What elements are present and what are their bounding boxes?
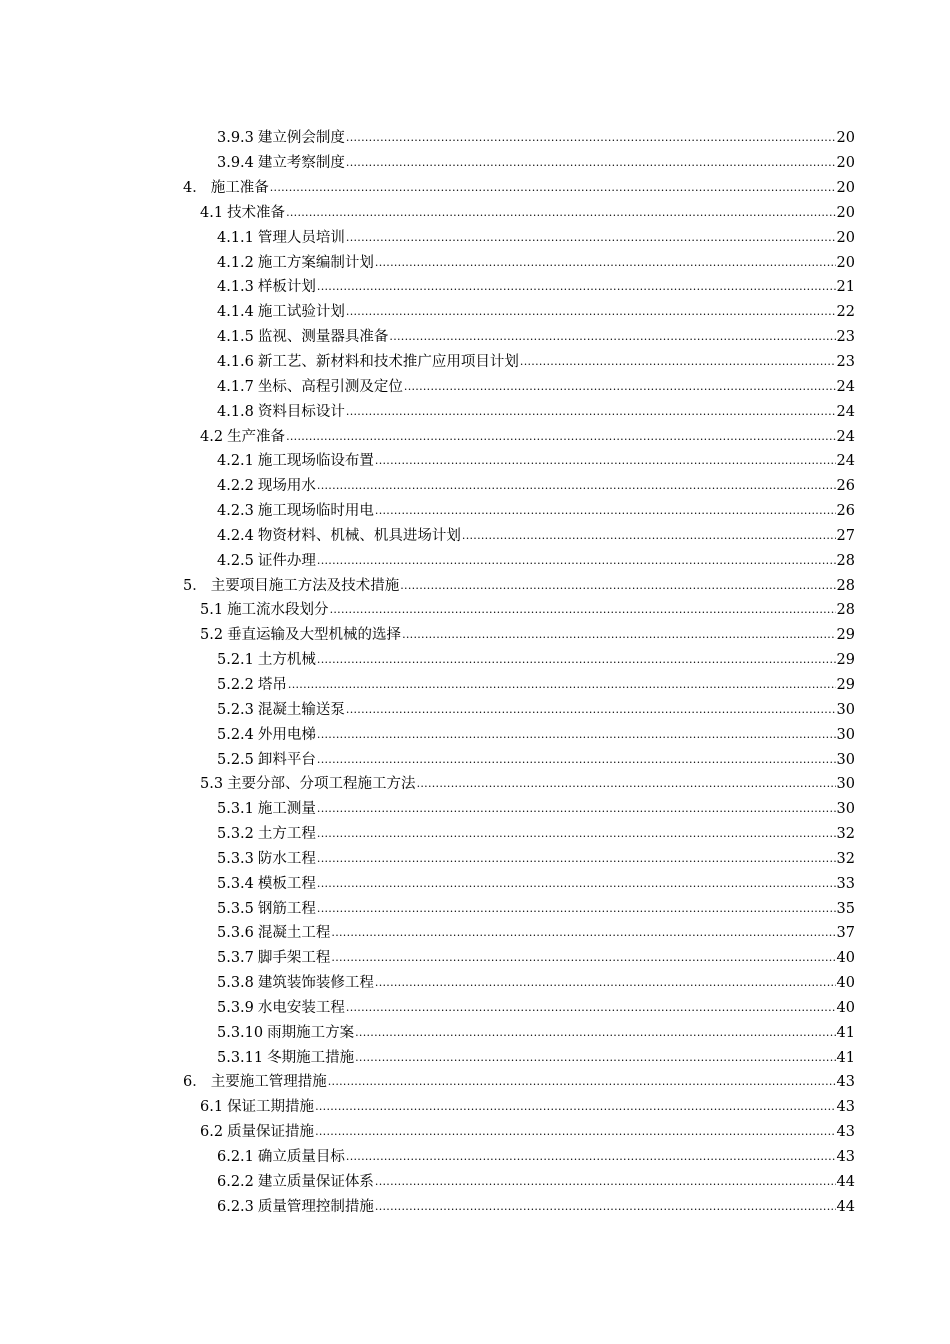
toc-entry-title: 施工现场临时用电 [257,503,374,520]
toc-entry-level-2[interactable] [0,424,950,449]
toc-entry-number: 4． [183,180,207,197]
toc-dot-leader [331,951,835,968]
toc-entry-title: 技术准备 [227,204,286,221]
toc-entry-page-number: 30 [836,776,855,793]
toc-entry-page-number: 22 [836,304,855,321]
toc-entry-line [217,476,855,496]
toc-entry-level-3[interactable] [0,1194,950,1219]
toc-dot-leader [346,703,836,720]
toc-entry-line [200,600,855,620]
toc-entry-page-number: 21 [836,279,855,296]
toc-dot-leader [346,1001,836,1018]
toc-entry-level-1[interactable] [0,176,950,201]
toc-entry-number: 5.3.2 [217,826,254,843]
toc-dot-leader [520,355,836,372]
toc-entry-line [217,700,855,720]
toc-entry-page-number: 30 [836,801,855,818]
toc-dot-leader [402,628,835,645]
toc-entry-level-3[interactable] [0,449,950,474]
toc-entry-page-number: 29 [836,652,855,669]
toc-entry-title: 模板工程 [257,875,316,892]
toc-entry-number: 5.3.6 [217,925,254,942]
toc-entry-page-number: 41 [836,1049,855,1066]
toc-entry-number: 6.2.3 [217,1198,254,1215]
toc-entry-number: 4.1 [200,204,224,221]
toc-entry-number: 4.2.5 [217,552,254,569]
toc-dot-leader [355,1026,835,1043]
toc-entry-page-number: 23 [836,329,855,346]
toc-entry-line [217,128,855,148]
toc-entry-line [217,1172,855,1192]
toc-entry-line [183,178,855,198]
toc-entry-number: 5.1 [200,602,224,619]
toc-entry-line [217,451,855,471]
toc-entry-line [200,1097,855,1117]
toc-dot-leader [317,728,836,745]
toc-dot-leader [330,603,836,620]
toc-entry-title: 生产准备 [227,428,286,445]
toc-entry-level-3[interactable] [0,126,950,151]
toc-dot-leader [317,653,836,670]
toc-entry-title: 施工现场临设布置 [257,453,374,470]
toc-entry-level-3[interactable] [0,797,950,822]
toc-entry-level-3[interactable] [0,921,950,946]
toc-entry-number: 3.9.3 [217,130,254,147]
toc-entry-line [217,1197,855,1217]
toc-dot-leader [317,877,836,894]
toc-dot-leader [400,579,835,596]
toc-entry-page-number: 43 [836,1074,855,1091]
toc-entry-title: 物资材料、机械、机具进场计划 [257,527,461,544]
toc-dot-leader [355,1051,835,1068]
toc-entry-title: 证件办理 [257,552,316,569]
toc-entry-page-number: 24 [836,403,855,420]
toc-entry-title: 质量管理控制措施 [257,1198,374,1215]
toc-entry-number: 6.2 [200,1124,224,1141]
toc-entry-number: 4.1.3 [217,279,254,296]
toc-entry-level-3[interactable] [0,747,950,772]
toc-entry-title: 外用电梯 [257,726,316,743]
toc-entry-title: 资料目标设计 [257,403,345,420]
toc-entry-line [183,576,855,596]
toc-entry-number: 4.1.4 [217,304,254,321]
toc-entry-title: 雨期施工方案 [267,1024,355,1041]
toc-entry-level-1[interactable] [0,1070,950,1095]
toc-entry-title: 建立考察制度 [257,155,345,172]
toc-entry-page-number: 20 [836,229,855,246]
toc-dot-leader [375,454,836,471]
toc-entry-line [217,650,855,670]
toc-entry-page-number: 26 [836,478,855,495]
toc-dot-leader [286,430,835,447]
toc-dot-leader [317,753,836,770]
toc-entry-level-3[interactable] [0,1020,950,1045]
toc-entry-line [183,1072,855,1092]
toc-dot-leader [375,504,836,521]
toc-entry-title: 土方工程 [257,826,316,843]
toc-entry-page-number: 28 [836,552,855,569]
toc-entry-title: 施工流水段划分 [227,602,329,619]
toc-dot-leader [317,479,836,496]
toc-entry-title: 水电安装工程 [257,999,345,1016]
toc-entry-line [217,327,855,347]
toc-entry-level-3[interactable] [0,697,950,722]
toc-entry-line [217,923,855,943]
toc-entry-level-3[interactable] [0,225,950,250]
toc-entry-number: 6.2.2 [217,1173,254,1190]
toc-entry-line [217,799,855,819]
toc-entry-number: 4.1.2 [217,254,254,271]
toc-dot-leader [328,1075,836,1092]
toc-entry-title: 施工试验计划 [257,304,345,321]
toc-entry-line [217,849,855,869]
toc-entry-page-number: 44 [836,1198,855,1215]
toc-entry-page-number: 20 [836,180,855,197]
toc-entry-number: 5.3.7 [217,950,254,967]
toc-entry-page-number: 24 [836,453,855,470]
toc-entry-page-number: 27 [836,527,855,544]
toc-entry-level-2[interactable] [0,598,950,623]
toc-entry-level-3[interactable] [0,151,950,176]
toc-entry-number: 6． [183,1074,207,1091]
toc-entry-title: 新工艺、新材料和技术推广应用项目计划 [257,354,519,371]
toc-entry-level-3[interactable] [0,350,950,375]
toc-entry-title: 建立例会制度 [257,130,345,147]
toc-entry-level-3[interactable] [0,822,950,847]
table-of-contents [0,126,950,1219]
toc-entry-level-3[interactable] [0,971,950,996]
toc-entry-page-number: 26 [836,503,855,520]
toc-entry-level-3[interactable] [0,300,950,325]
toc-entry-page-number: 43 [836,1124,855,1141]
toc-dot-leader [317,802,836,819]
toc-dot-leader [417,777,836,794]
toc-entry-level-2[interactable] [0,201,950,226]
toc-entry-level-2[interactable] [0,1120,950,1145]
toc-entry-line [217,750,855,770]
toc-entry-title: 建立质量保证体系 [257,1173,374,1190]
toc-entry-line [217,402,855,422]
toc-entry-page-number: 30 [836,726,855,743]
toc-entry-title: 主要施工管理措施 [210,1074,327,1091]
toc-entry-page-number: 37 [836,925,855,942]
toc-entry-line [200,203,855,223]
toc-entry-line [217,874,855,894]
toc-entry-page-number: 30 [836,701,855,718]
toc-entry-line [217,377,855,397]
toc-dot-leader [317,852,836,869]
toc-entry-page-number: 29 [836,676,855,693]
toc-entry-title: 卸料平台 [257,751,316,768]
toc-entry-page-number: 33 [836,875,855,892]
toc-entry-level-1[interactable] [0,573,950,598]
toc-entry-number: 5.3 [200,776,224,793]
toc-entry-title: 冬期施工措施 [267,1049,355,1066]
toc-entry-title: 质量保证措施 [227,1124,315,1141]
toc-entry-title: 确立质量目标 [257,1149,345,1166]
toc-entry-number: 4.2.2 [217,478,254,495]
toc-entry-number: 5.3.1 [217,801,254,818]
toc-entry-number: 4.2.1 [217,453,254,470]
toc-entry-page-number: 28 [836,577,855,594]
toc-dot-leader [317,280,836,297]
toc-entry-line [200,625,855,645]
toc-entry-title: 坐标、高程引测及定位 [257,378,403,395]
toc-entry-page-number: 44 [836,1173,855,1190]
toc-entry-number: 5.3.10 [217,1024,264,1041]
toc-entry-title: 主要项目施工方法及技术措施 [210,577,400,594]
toc-entry-level-3[interactable] [0,648,950,673]
toc-entry-level-3[interactable] [0,1169,950,1194]
toc-entry-level-3[interactable] [0,673,950,698]
toc-entry-page-number: 32 [836,826,855,843]
toc-entry-line [217,675,855,695]
toc-entry-level-2[interactable] [0,623,950,648]
toc-entry-page-number: 35 [836,900,855,917]
toc-entry-number: 5.3.9 [217,999,254,1016]
toc-entry-number: 5.3.8 [217,975,254,992]
toc-entry-page-number: 43 [836,1149,855,1166]
toc-entry-level-3[interactable] [0,871,950,896]
toc-dot-leader [286,206,835,223]
toc-entry-number: 6.1 [200,1099,224,1116]
toc-entry-title: 保证工期措施 [227,1099,315,1116]
toc-entry-line [217,1023,855,1043]
toc-entry-title: 管理人员培训 [257,229,345,246]
toc-entry-number: 4.1.7 [217,378,254,395]
toc-entry-page-number: 32 [836,850,855,867]
toc-dot-leader [270,181,836,198]
toc-entry-line [217,352,855,372]
toc-entry-title: 土方机械 [257,652,316,669]
toc-entry-level-2[interactable] [0,1095,950,1120]
toc-entry-level-3[interactable] [0,499,950,524]
toc-entry-number: 6.2.1 [217,1149,254,1166]
toc-entry-page-number: 23 [836,354,855,371]
toc-entry-page-number: 41 [836,1024,855,1041]
toc-dot-leader [375,256,836,273]
toc-entry-number: 5.2.1 [217,652,254,669]
toc-entry-title: 脚手架工程 [257,950,331,967]
toc-dot-leader [346,156,836,173]
toc-entry-title: 施工方案编制计划 [257,254,374,271]
toc-entry-number: 5.3.3 [217,850,254,867]
toc-dot-leader [375,1175,836,1192]
toc-entry-level-3[interactable] [0,399,950,424]
toc-entry-number: 4.2.3 [217,503,254,520]
toc-entry-title: 样板计划 [257,279,316,296]
toc-entry-page-number: 24 [836,428,855,445]
toc-entry-line [200,1122,855,1142]
toc-entry-level-3[interactable] [0,1145,950,1170]
toc-entry-line [217,824,855,844]
toc-entry-level-3[interactable] [0,946,950,971]
toc-entry-number: 4.2 [200,428,224,445]
toc-entry-number: 4.1.6 [217,354,254,371]
toc-entry-number: 5.2 [200,627,224,644]
toc-entry-title: 主要分部、分项工程施工方法 [227,776,416,793]
toc-dot-leader [346,231,836,248]
toc-dot-leader [315,1100,835,1117]
toc-entry-number: 5.3.5 [217,900,254,917]
toc-entry-title: 防水工程 [257,850,316,867]
toc-entry-level-3[interactable] [0,474,950,499]
toc-entry-page-number: 24 [836,378,855,395]
toc-dot-leader [317,554,836,571]
toc-entry-line [217,948,855,968]
toc-entry-level-3[interactable] [0,275,950,300]
toc-dot-leader [375,1200,836,1217]
toc-entry-line [200,427,855,447]
toc-entry-number: 4.1.5 [217,329,254,346]
toc-entry-title: 垂直运输及大型机械的选择 [227,627,402,644]
toc-entry-level-3[interactable] [0,374,950,399]
toc-entry-page-number: 40 [836,999,855,1016]
toc-dot-leader [462,529,836,546]
toc-entry-line [217,899,855,919]
toc-entry-title: 钢筋工程 [257,900,316,917]
toc-entry-number: 5.3.4 [217,875,254,892]
toc-entry-line [217,973,855,993]
toc-entry-level-3[interactable] [0,722,950,747]
toc-entry-level-3[interactable] [0,250,950,275]
toc-entry-page-number: 20 [836,254,855,271]
toc-entry-level-2[interactable] [0,772,950,797]
toc-entry-line [217,228,855,248]
toc-entry-line [217,1048,855,1068]
toc-entry-title: 塔吊 [257,676,287,693]
toc-dot-leader [389,330,835,347]
toc-entry-level-3[interactable] [0,996,950,1021]
toc-entry-number: 4.2.4 [217,527,254,544]
toc-entry-line [217,725,855,745]
toc-dot-leader [315,1125,835,1142]
toc-entry-line [217,253,855,273]
toc-entry-number: 5.2.3 [217,701,254,718]
toc-entry-page-number: 30 [836,751,855,768]
toc-entry-line [217,277,855,297]
toc-entry-number: 5． [183,577,207,594]
toc-entry-number: 4.1.8 [217,403,254,420]
toc-entry-title: 建筑装饰装修工程 [257,975,374,992]
toc-entry-number: 5.2.2 [217,676,254,693]
toc-dot-leader [346,1150,836,1167]
toc-dot-leader [317,902,836,919]
toc-entry-title: 施工准备 [210,180,269,197]
toc-entry-page-number: 29 [836,627,855,644]
toc-dot-leader [346,405,836,422]
toc-entry-number: 5.2.4 [217,726,254,743]
toc-entry-title: 现场用水 [257,478,316,495]
toc-entry-line [217,1147,855,1167]
toc-entry-line [217,501,855,521]
toc-entry-level-3[interactable] [0,325,950,350]
toc-entry-level-3[interactable] [0,1045,950,1070]
toc-entry-page-number: 20 [836,155,855,172]
toc-dot-leader [317,827,836,844]
toc-dot-leader [346,131,836,148]
toc-entry-page-number: 20 [836,130,855,147]
toc-entry-number: 4.1.1 [217,229,254,246]
toc-entry-page-number: 43 [836,1099,855,1116]
toc-entry-line [217,998,855,1018]
toc-entry-level-3[interactable] [0,846,950,871]
toc-entry-title: 监视、测量器具准备 [257,329,389,346]
toc-entry-title: 混凝土工程 [257,925,331,942]
toc-entry-line [217,153,855,173]
toc-entry-level-3[interactable] [0,548,950,573]
toc-entry-number: 5.3.11 [217,1049,264,1066]
toc-entry-page-number: 20 [836,204,855,221]
toc-entry-number: 3.9.4 [217,155,254,172]
toc-entry-line [200,774,855,794]
toc-entry-level-3[interactable] [0,896,950,921]
toc-entry-line [217,526,855,546]
toc-entry-number: 5.2.5 [217,751,254,768]
toc-entry-page-number: 40 [836,950,855,967]
toc-entry-line [217,551,855,571]
toc-dot-leader [331,926,835,943]
toc-dot-leader [404,380,836,397]
toc-entry-title: 混凝土输送泵 [257,701,345,718]
toc-entry-page-number: 40 [836,975,855,992]
toc-entry-title: 施工测量 [257,801,316,818]
toc-dot-leader [288,678,836,695]
toc-entry-page-number: 28 [836,602,855,619]
toc-dot-leader [375,976,836,993]
toc-dot-leader [346,305,836,322]
toc-entry-line [217,302,855,322]
toc-entry-level-3[interactable] [0,524,950,549]
